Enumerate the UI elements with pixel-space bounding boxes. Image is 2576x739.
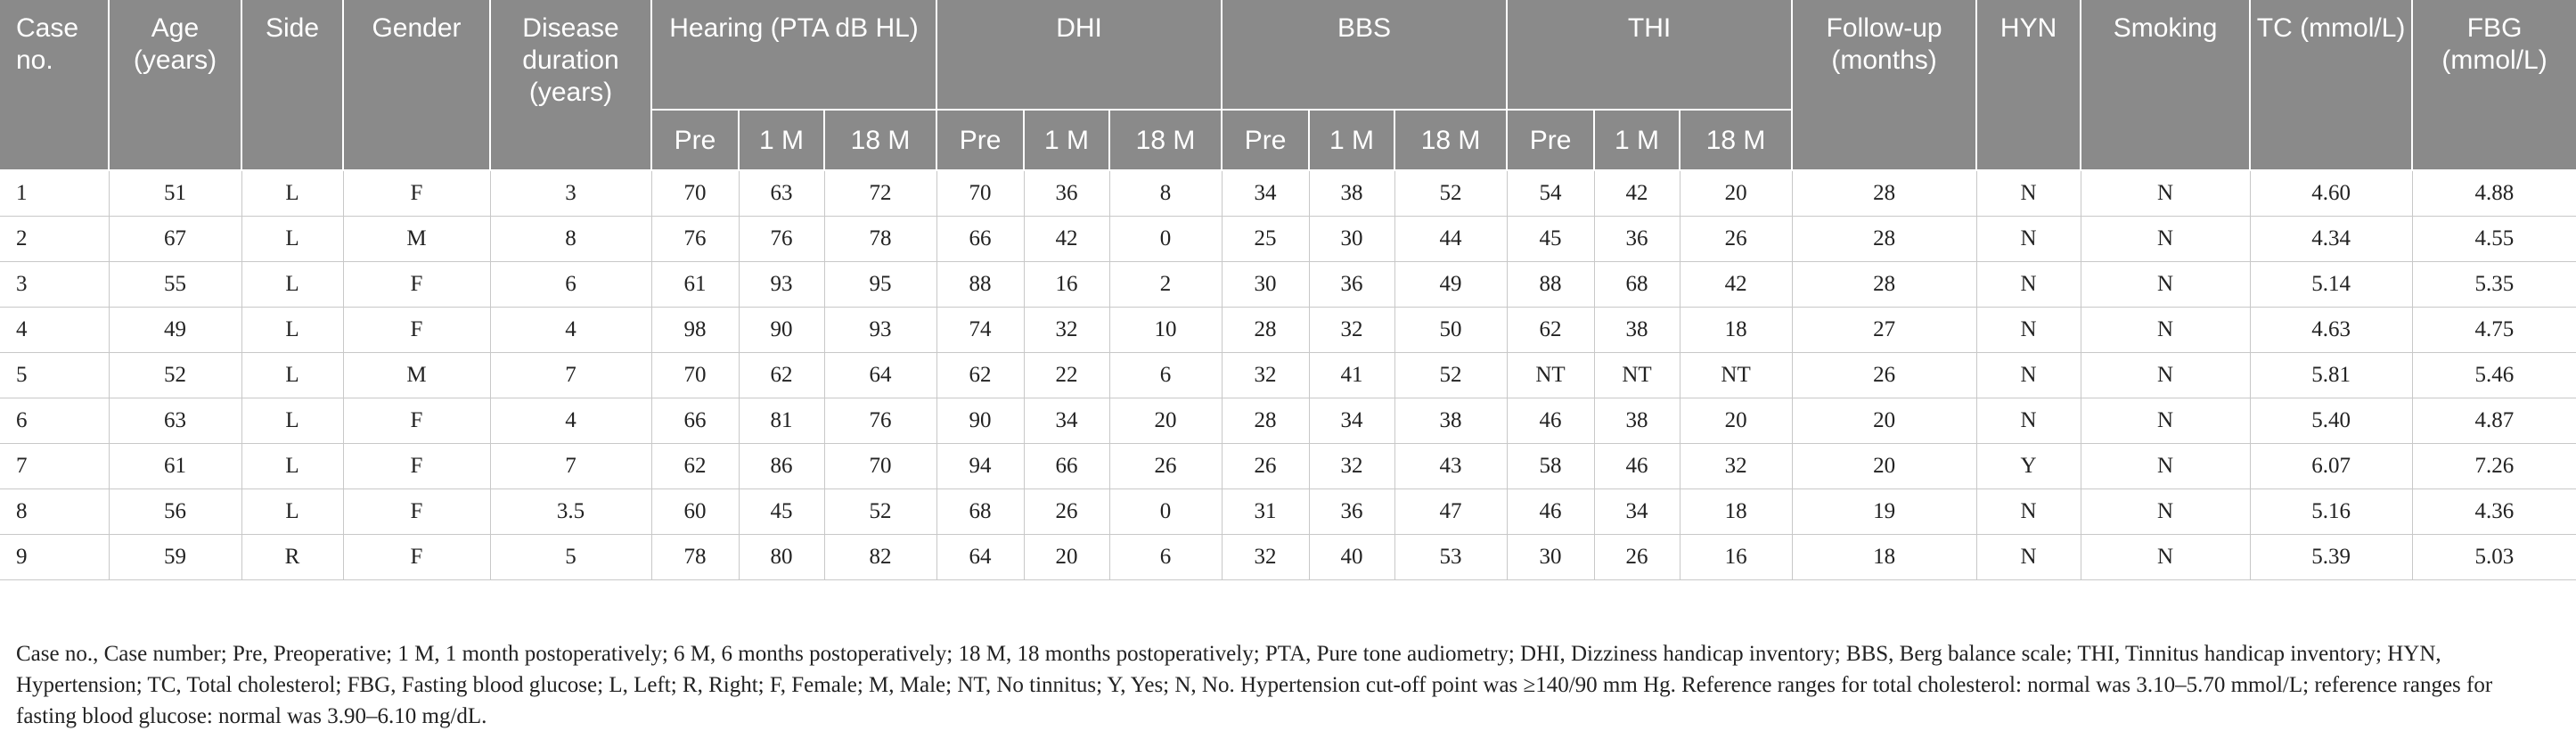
table-cell: N — [2081, 398, 2250, 444]
table-cell: 36 — [1309, 262, 1394, 308]
table-cell: 5 — [490, 535, 651, 580]
table-cell: 2 — [1109, 262, 1222, 308]
table-cell: M — [343, 353, 490, 398]
table-cell: 94 — [936, 444, 1024, 489]
group-header-hearing: Hearing (PTA dB HL) — [651, 0, 936, 110]
table-body — [0, 170, 2576, 580]
table-cell: 4 — [0, 308, 109, 353]
table-cell: 26 — [1594, 535, 1680, 580]
table-cell: 28 — [1222, 308, 1309, 353]
table-cell: 45 — [1507, 217, 1594, 262]
table-cell: 16 — [1024, 262, 1109, 308]
table-cell: 50 — [1394, 308, 1507, 353]
table-cell: 67 — [109, 217, 241, 262]
table-cell: N — [2081, 353, 2250, 398]
col-header-smoking: Smoking — [2081, 0, 2250, 170]
table-cell: 47 — [1394, 489, 1507, 535]
table-cell: N — [1976, 308, 2081, 353]
table-cell: 90 — [739, 308, 824, 353]
table-cell: 52 — [1394, 170, 1507, 217]
table-cell: 3.5 — [490, 489, 651, 535]
group-header-thi: THI — [1507, 0, 1792, 110]
table-cell: M — [343, 217, 490, 262]
table-cell: L — [241, 262, 343, 308]
table-cell: 26 — [1680, 217, 1792, 262]
table-cell: 28 — [1792, 170, 1976, 217]
table-cell: 43 — [1394, 444, 1507, 489]
table-cell: 28 — [1792, 217, 1976, 262]
subheader-hearing-1m: 1 M — [739, 110, 824, 170]
table-cell: N — [2081, 262, 2250, 308]
table-cell: 46 — [1507, 398, 1594, 444]
table-cell: N — [2081, 489, 2250, 535]
table-cell: 4 — [490, 308, 651, 353]
table-cell: F — [343, 398, 490, 444]
table-cell: 26 — [1792, 353, 1976, 398]
table-cell: 49 — [1394, 262, 1507, 308]
table-cell: 20 — [1792, 398, 1976, 444]
table-cell: 38 — [1594, 398, 1680, 444]
table-cell: 20 — [1024, 535, 1109, 580]
col-header-age: Age (years) — [109, 0, 241, 170]
table-cell: 76 — [739, 217, 824, 262]
table-cell: NT — [1507, 353, 1594, 398]
table-cell: 5.40 — [2250, 398, 2412, 444]
table-cell: 20 — [1792, 444, 1976, 489]
table-cell: N — [2081, 170, 2250, 217]
table-cell: 7 — [490, 444, 651, 489]
col-header-side: Side — [241, 0, 343, 170]
table-cell: 42 — [1680, 262, 1792, 308]
table-cell: 4.63 — [2250, 308, 2412, 353]
table-cell: 3 — [490, 170, 651, 217]
table-cell: 70 — [651, 353, 739, 398]
subheader-thi-18m: 18 M — [1680, 110, 1792, 170]
table-cell: L — [241, 398, 343, 444]
table-cell: 74 — [936, 308, 1024, 353]
table-cell: 59 — [109, 535, 241, 580]
table-cell: 31 — [1222, 489, 1309, 535]
col-header-disease-duration: Disease duration (years) — [490, 0, 651, 170]
col-header-follow-up: Follow-up (months) — [1792, 0, 1976, 170]
table-row — [0, 489, 2576, 535]
table-cell: 6 — [1109, 535, 1222, 580]
table-cell: 32 — [1222, 353, 1309, 398]
table-cell: 62 — [936, 353, 1024, 398]
table-cell: 38 — [1309, 170, 1394, 217]
table-cell: 72 — [824, 170, 936, 217]
table-cell: 62 — [651, 444, 739, 489]
table-cell: 26 — [1222, 444, 1309, 489]
group-header-dhi: DHI — [936, 0, 1222, 110]
table-cell: 70 — [824, 444, 936, 489]
table-cell: 8 — [1109, 170, 1222, 217]
subheader-dhi-pre: Pre — [936, 110, 1024, 170]
table-cell: 56 — [109, 489, 241, 535]
table-cell: 93 — [739, 262, 824, 308]
table-cell: 0 — [1109, 217, 1222, 262]
table-cell: 5 — [0, 353, 109, 398]
subheader-hearing-18m: 18 M — [824, 110, 936, 170]
table-cell: 5.39 — [2250, 535, 2412, 580]
table-cell: 5.81 — [2250, 353, 2412, 398]
table-cell: 30 — [1507, 535, 1594, 580]
table-cell: 82 — [824, 535, 936, 580]
table-cell: 40 — [1309, 535, 1394, 580]
table-cell: 54 — [1507, 170, 1594, 217]
table-cell: 26 — [1024, 489, 1109, 535]
table-cell: 19 — [1792, 489, 1976, 535]
table-cell: 5.16 — [2250, 489, 2412, 535]
table-cell: 42 — [1024, 217, 1109, 262]
table-cell: 7.26 — [2412, 444, 2576, 489]
table-row — [0, 170, 2576, 217]
table-row — [0, 217, 2576, 262]
table-cell: 4.55 — [2412, 217, 2576, 262]
table-cell: 38 — [1594, 308, 1680, 353]
table-cell: 3 — [0, 262, 109, 308]
table-cell: 95 — [824, 262, 936, 308]
table-cell: 78 — [824, 217, 936, 262]
table-cell: 63 — [109, 398, 241, 444]
table-cell: 32 — [1309, 444, 1394, 489]
table-cell: N — [2081, 444, 2250, 489]
table-cell: 5.35 — [2412, 262, 2576, 308]
table-cell: 81 — [739, 398, 824, 444]
table-cell: 62 — [739, 353, 824, 398]
table-cell: 5.46 — [2412, 353, 2576, 398]
table-cell: N — [1976, 170, 2081, 217]
table-cell: 80 — [739, 535, 824, 580]
table-cell: N — [1976, 262, 2081, 308]
table-cell: 68 — [1594, 262, 1680, 308]
table-row — [0, 262, 2576, 308]
col-header-fbg: FBG (mmol/L) — [2412, 0, 2576, 170]
col-header-hyn: HYN — [1976, 0, 2081, 170]
subheader-hearing-pre: Pre — [651, 110, 739, 170]
table-cell: 36 — [1309, 489, 1394, 535]
table-cell: 66 — [936, 217, 1024, 262]
table-cell: L — [241, 308, 343, 353]
table-cell: 27 — [1792, 308, 1976, 353]
table-cell: F — [343, 535, 490, 580]
table-cell: 28 — [1222, 398, 1309, 444]
table-cell: 42 — [1594, 170, 1680, 217]
table-cell: 32 — [1680, 444, 1792, 489]
table-cell: 53 — [1394, 535, 1507, 580]
table-cell: 76 — [651, 217, 739, 262]
table-cell: 36 — [1594, 217, 1680, 262]
table-cell: 88 — [1507, 262, 1594, 308]
table-cell: 88 — [936, 262, 1024, 308]
table-cell: 52 — [824, 489, 936, 535]
subheader-thi-1m: 1 M — [1594, 110, 1680, 170]
table-cell: 7 — [0, 444, 109, 489]
table-cell: 7 — [490, 353, 651, 398]
table-cell: 18 — [1680, 489, 1792, 535]
table-cell: 30 — [1222, 262, 1309, 308]
table-cell: 46 — [1507, 489, 1594, 535]
table-cell: 4.88 — [2412, 170, 2576, 217]
table-cell: N — [2081, 535, 2250, 580]
table-cell: 22 — [1024, 353, 1109, 398]
table-cell: 93 — [824, 308, 936, 353]
table-cell: 45 — [739, 489, 824, 535]
table-cell: N — [1976, 535, 2081, 580]
table-cell: 20 — [1109, 398, 1222, 444]
table-cell: F — [343, 308, 490, 353]
table-cell: 38 — [1394, 398, 1507, 444]
table-cell: 6 — [490, 262, 651, 308]
table-cell: 32 — [1309, 308, 1394, 353]
table-cell: 4.60 — [2250, 170, 2412, 217]
table-cell: 34 — [1594, 489, 1680, 535]
table-cell: 66 — [651, 398, 739, 444]
table-cell: L — [241, 353, 343, 398]
table-cell: 6 — [0, 398, 109, 444]
table-cell: 98 — [651, 308, 739, 353]
table-cell: N — [2081, 308, 2250, 353]
table-cell: 64 — [936, 535, 1024, 580]
table-cell: 41 — [1309, 353, 1394, 398]
table-cell: 46 — [1594, 444, 1680, 489]
table-footnote: Case no., Case number; Pre, Preoperative; 1 M, 1 month postoperatively; 6 M, 6 months postoperatively; 18 M, 18 months postoperatively; PTA, Pure tone audiometry; DHI, Dizziness handicap inventory; BBS, Berg balance scale; THI, Tinnitus handicap inventory; HYN, Hypertension; TC, Total cholesterol; FBG, Fasting blood glucose; L, Left; R, Right; F, Female; M, Male; NT, No tinnitus; Y, Yes; N, No. Hypertension cut-off point was ≥140/90 mm Hg. Reference ranges for total cholesterol: normal was 3.10–5.70 mmol/L; reference ranges for fasting blood glucose: normal was 3.90–6.10 mg/dL. — [16, 642, 2493, 728]
subheader-bbs-18m: 18 M — [1394, 110, 1507, 170]
subheader-bbs-1m: 1 M — [1309, 110, 1394, 170]
table-cell: 30 — [1309, 217, 1394, 262]
table-cell: F — [343, 262, 490, 308]
table-cell: 90 — [936, 398, 1024, 444]
table-cell: 10 — [1109, 308, 1222, 353]
table-cell: 0 — [1109, 489, 1222, 535]
table-cell: 28 — [1792, 262, 1976, 308]
subheader-dhi-18m: 18 M — [1109, 110, 1222, 170]
table-cell: 70 — [936, 170, 1024, 217]
subheader-dhi-1m: 1 M — [1024, 110, 1109, 170]
table-cell: L — [241, 170, 343, 217]
table-cell: 6 — [1109, 353, 1222, 398]
table-cell: 4.34 — [2250, 217, 2412, 262]
table-cell: 8 — [490, 217, 651, 262]
table-row — [0, 308, 2576, 353]
table-cell: F — [343, 489, 490, 535]
table-cell: 51 — [109, 170, 241, 217]
table-cell: 63 — [739, 170, 824, 217]
table-cell: 18 — [1792, 535, 1976, 580]
table-cell: 62 — [1507, 308, 1594, 353]
table-cell: 26 — [1109, 444, 1222, 489]
table-cell: 1 — [0, 170, 109, 217]
table-cell: 52 — [109, 353, 241, 398]
table-cell: N — [1976, 398, 2081, 444]
table-cell: 20 — [1680, 170, 1792, 217]
table-cell: 58 — [1507, 444, 1594, 489]
table-cell: 16 — [1680, 535, 1792, 580]
table-row — [0, 398, 2576, 444]
table-cell: 34 — [1024, 398, 1109, 444]
table-cell: 32 — [1024, 308, 1109, 353]
table-cell: Y — [1976, 444, 2081, 489]
table-cell: 49 — [109, 308, 241, 353]
table-cell: 18 — [1680, 308, 1792, 353]
table-cell: 60 — [651, 489, 739, 535]
table-cell: 78 — [651, 535, 739, 580]
table-cell: L — [241, 444, 343, 489]
col-header-case-no: Case no. — [0, 0, 109, 170]
table-cell: 44 — [1394, 217, 1507, 262]
table-cell: 86 — [739, 444, 824, 489]
table-cell: 66 — [1024, 444, 1109, 489]
table-cell: 2 — [0, 217, 109, 262]
table-cell: 55 — [109, 262, 241, 308]
table-cell: 8 — [0, 489, 109, 535]
subheader-thi-pre: Pre — [1507, 110, 1594, 170]
table-cell: L — [241, 217, 343, 262]
table-cell: 68 — [936, 489, 1024, 535]
table-cell: 9 — [0, 535, 109, 580]
table-cell: 32 — [1222, 535, 1309, 580]
table-cell: 64 — [824, 353, 936, 398]
table-cell: 76 — [824, 398, 936, 444]
table-cell: 70 — [651, 170, 739, 217]
group-header-bbs: BBS — [1222, 0, 1507, 110]
table-cell: 5.03 — [2412, 535, 2576, 580]
table-cell: 34 — [1222, 170, 1309, 217]
table-cell: 20 — [1680, 398, 1792, 444]
table-cell: 4 — [490, 398, 651, 444]
table-cell: 25 — [1222, 217, 1309, 262]
table-cell: 4.87 — [2412, 398, 2576, 444]
subheader-bbs-pre: Pre — [1222, 110, 1309, 170]
table-cell: N — [1976, 217, 2081, 262]
table-row — [0, 535, 2576, 580]
table-cell: R — [241, 535, 343, 580]
table-row — [0, 444, 2576, 489]
table-cell: 4.75 — [2412, 308, 2576, 353]
table-cell: 61 — [109, 444, 241, 489]
col-header-gender: Gender — [343, 0, 490, 170]
table-cell: NT — [1680, 353, 1792, 398]
table-cell: 36 — [1024, 170, 1109, 217]
table-cell: 52 — [1394, 353, 1507, 398]
col-header-tc: TC (mmol/L) — [2250, 0, 2412, 170]
table-cell: N — [1976, 353, 2081, 398]
table-cell: N — [2081, 217, 2250, 262]
table-cell: 6.07 — [2250, 444, 2412, 489]
table-cell: 4.36 — [2412, 489, 2576, 535]
table-cell: NT — [1594, 353, 1680, 398]
table-cell: N — [1976, 489, 2081, 535]
table-cell: 34 — [1309, 398, 1394, 444]
table-row — [0, 353, 2576, 398]
table-cell: L — [241, 489, 343, 535]
table-cell: 61 — [651, 262, 739, 308]
table-cell: F — [343, 444, 490, 489]
table-cell: 5.14 — [2250, 262, 2412, 308]
table-cell: F — [343, 170, 490, 217]
